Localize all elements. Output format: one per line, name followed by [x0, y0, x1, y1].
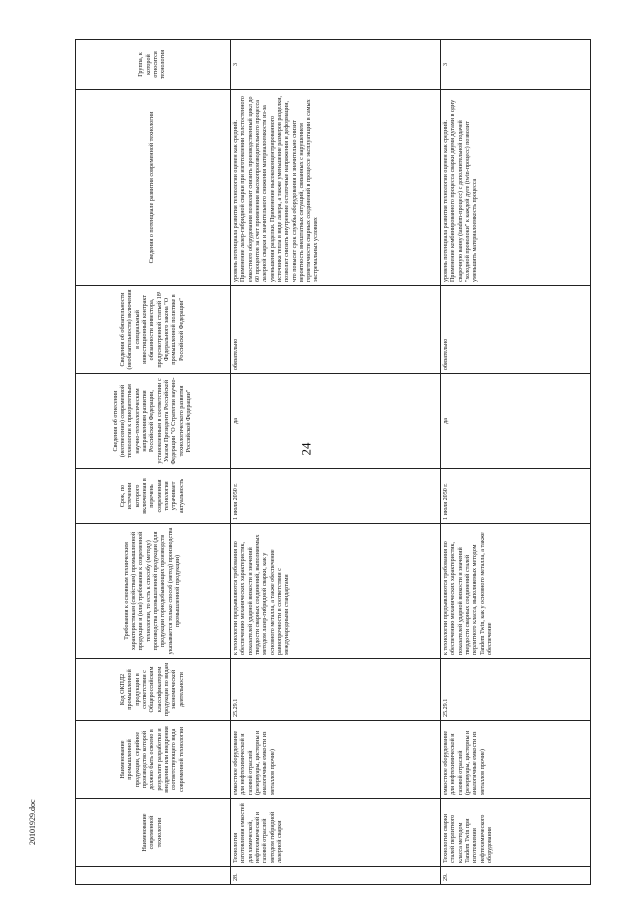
- row-potential: уровень потенциала развития технологии оценен как средний. Применение комбинированного процесса сварки двумя дугами в одну сварочную ванну (tandem-процесс) с дополнительной подачей "холодной проволоки" к каждой дуге (twin-процесс) позволит уменьшить материалоемкость процесса: [441, 90, 591, 286]
- row-potential: уровень потенциала развития технологии оценен как средний. Применение лазер-гибридной сварки при изготовлении толстостенного емкостного оборудования позволит снизить производственный цикл до 60 процентов за счет применения высокопроизводительного процесса лазерной сварки и значительного снижения материалоемкости из-за уменьшения разделки. Применение высококонцентрированного источника тепла в виде лазера, а также уменьшение размеров разделки, позволит снизить внутренние остаточные напряжения и деформации, что повысит срок службы оборудования и значительно снизит вероятность внештатных ситуаций, связанных с нарушением герметичности сварных соединений в процессе эксплуатации в самых экстремальных условиях: [231, 90, 441, 286]
- header-group: Группа, к которой относится технология: [76, 40, 231, 90]
- row-priority: да: [231, 374, 441, 469]
- row-requirements: к технологии предъявляются требования по обеспечению механических характеристик, показателей ударной вязкости и значений твердости сварных соединений сталей перлитного класса, выполняемых методом Tandem Twin, как у основного металла, а также обеспечение: [441, 524, 591, 659]
- row-product: емкостное оборудование для нефтехимической и газовой отраслей (резервуары, цистерны и аналогичные емкости из металлов прочие): [441, 721, 591, 799]
- row-technology-name: Технология сварки сталей перлитного класса методом Tandem Twin при изготовлении нефтехимического оборудования: [441, 799, 591, 867]
- row-priority: да: [441, 374, 591, 469]
- table-header-row: [76, 40, 231, 885]
- row-code: 25.29.1: [231, 659, 441, 721]
- header-okpd2-code: Код ОКПД2 промышленной продукции в соответствии с Общероссийским классификатором продукции по видам экономической деятельности: [76, 659, 231, 721]
- header-requirements: Требования к основным техническим характеристикам (свойствам) промышленной продукции и (или) требования к современной технологии, то есть к способу (методу) производства промышленной продукции (для продукции горнодобывающих производств указывается только способ (метод) производства промышленной продукции): [76, 524, 231, 659]
- header-potential: Сведения о потенциале развития современной технологии: [76, 90, 231, 286]
- row-term: 1 июля 2050 г.: [441, 469, 591, 524]
- header-obligatory: Сведения об обязательности (необязательности) включения в специальный инвестиционный контракт обязанности инвестора, предусмотренной статьей 18¹ Федерального закона "О промышленной политике в Российской Федерации": [76, 286, 231, 374]
- header-term: Срок, по истечении которого включенная в перечень современная технология утрачивает актуальность: [76, 469, 231, 524]
- technology-table: [75, 39, 591, 885]
- row-term: 1 июля 2050 г.: [231, 469, 441, 524]
- footer-filename: 20101929.doc: [28, 799, 37, 845]
- landscape-table-frame: [75, 40, 620, 885]
- header-product-name: Наименование промышленной продукции, серийное производство которой должно быть освоено в результате разработки и внедрения или внедрения соответствующего вида современной технологии: [76, 721, 231, 799]
- row-group: 3: [231, 40, 441, 90]
- header-num: [76, 867, 231, 885]
- page-number: 24: [298, 442, 314, 456]
- row-requirements: к технологии предъявляются требования по обеспечению механических характеристик, показателей ударной вязкости и значений твердости сварных соединений, выполняемых методом лазер-гибридной сварки, как у основного металла, а также обеспечение равнопрочности в соответствии с международными стандартами: [231, 524, 441, 659]
- table-row: [231, 40, 441, 885]
- row-obligatory: обязательно: [441, 286, 591, 374]
- row-group: 3: [441, 40, 591, 90]
- row-technology-name: Технология изготовления емкостей для химической, нефтехимической и газовой отраслей методом гибридной лазерной сварки: [231, 799, 441, 867]
- row-product: емкостное оборудование для нефтехимической и газовой отраслей (резервуары, цистерны и аналогичные емкости из металлов прочие): [231, 721, 441, 799]
- table-row: [441, 40, 591, 885]
- header-technology-name: Наименование современной технологии: [76, 799, 231, 867]
- header-priority: Сведения об отнесении (неотнесении) современной технологии к приоритетным научно-технологическим направлениям развития Российской Федерации, установленным в соответствии с Указом Президента Российской Федерации "О Стратегии научно-технологического развития Российской Федерации": [76, 374, 231, 469]
- row-obligatory: обязательно: [231, 286, 441, 374]
- row-code: 25.29.1: [441, 659, 591, 721]
- row-num: 29.: [441, 867, 591, 885]
- row-num: 28.: [231, 867, 441, 885]
